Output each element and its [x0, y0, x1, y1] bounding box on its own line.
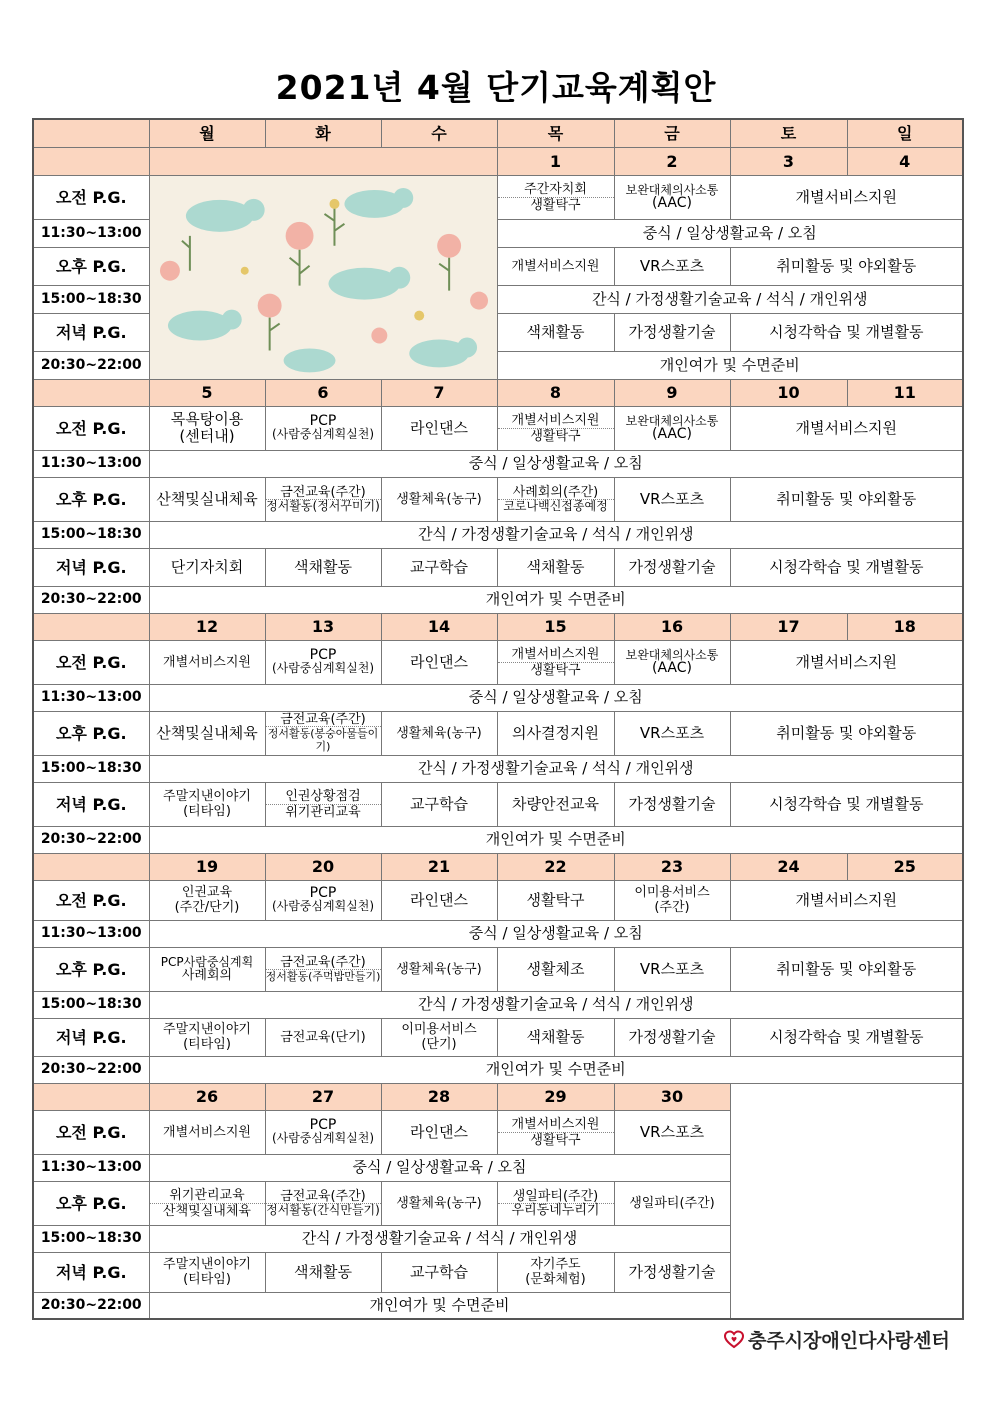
cell-am-mon: 목욕탕이용 (센터내)	[149, 406, 265, 450]
day-mon: 월	[149, 119, 265, 147]
cell-pm-tue: 금전교육(주간) 정서활동(봉숭아물들이기)	[265, 711, 381, 755]
row-label-snack: 15:00~18:30	[33, 755, 149, 782]
cell-eve-thu: 자기주도 (문화체험)	[497, 1252, 614, 1292]
cell-pm-tue: 금전교육(주간) 정서활동(정서꾸미기)	[265, 477, 381, 521]
row-label-eve: 저녁 P.G.	[33, 1018, 149, 1056]
cell-am-fri: 보완대체의사소통 (AAC)	[614, 406, 730, 450]
svg-text:♥: ♥	[730, 1335, 738, 1344]
cell-eve-weekend: 시청각학습 및 개별활동	[730, 782, 963, 826]
cell-pm-mon: 위기관리교육 산책및실내체육	[149, 1181, 265, 1225]
date-cell: 16	[614, 613, 730, 640]
cell-eve-mon: 단기자치회	[149, 548, 265, 586]
cell-night: 개인여가 및 수면준비	[149, 1292, 730, 1319]
cell-pm-wed: 생활체육(농구)	[381, 711, 497, 755]
cell-pm-thu: 사례회의(주간) 코로나백신접종예정	[497, 477, 614, 521]
cell-eve-tue: 색채활동	[265, 1252, 381, 1292]
cell-eve-fri: 가정생활기술	[614, 313, 730, 351]
heart-logo-icon	[724, 1330, 744, 1350]
date-cell: 8	[497, 379, 614, 406]
cell-am-fri: 보완대체의사소통 (AAC)	[614, 640, 730, 684]
day-wed: 수	[381, 119, 497, 147]
day-thu: 목	[497, 119, 614, 147]
date-cell: 7	[381, 379, 497, 406]
bear-floral-pattern-icon	[150, 176, 497, 377]
cell-lunch: 중식 / 일상생활교육 / 오침	[149, 684, 963, 711]
date-cell: 26	[149, 1083, 265, 1110]
date-row	[33, 379, 963, 406]
cell-snack: 간식 / 가정생활기술교육 / 석식 / 개인위생	[149, 755, 963, 782]
row-label-am: 오전 P.G.	[33, 175, 149, 219]
cell-am-wed: 라인댄스	[381, 406, 497, 450]
date-cell: 17	[730, 613, 847, 640]
cell-am-wed: 라인댄스	[381, 1110, 497, 1154]
cell-pm-wed: 생활체육(농구)	[381, 477, 497, 521]
decorative-image	[149, 175, 497, 379]
cell-am-weekend: 개별서비스지원	[730, 880, 963, 920]
date-row	[33, 853, 963, 880]
cell-eve-tue: 인권상황점검 위기관리교육	[265, 782, 381, 826]
cell-pm-weekend: 취미활동 및 야외활동	[730, 711, 963, 755]
row-label-eve: 저녁 P.G.	[33, 313, 149, 351]
date-cell: 1	[497, 147, 614, 175]
date-cell: 3	[730, 147, 847, 175]
day-header-row	[33, 119, 963, 147]
cell-eve-wed: 교구학습	[381, 1252, 497, 1292]
date-cell: 10	[730, 379, 847, 406]
cell-pm-tue: 금전교육(주간) 정서활동(주먹밥만들기)	[265, 947, 381, 991]
row-label-am: 오전 P.G.	[33, 1110, 149, 1154]
row-label-night: 20:30~22:00	[33, 1056, 149, 1083]
cell-pm-weekend: 취미활동 및 야외활동	[730, 247, 963, 285]
cell-eve-thu: 색채활동	[497, 1018, 614, 1056]
cell-pm-fri: VR스포츠	[614, 477, 730, 521]
cell-pm-mon: 산책및실내체육	[149, 477, 265, 521]
cell-eve-thu: 색채활동	[497, 548, 614, 586]
row-label-lunch: 11:30~13:00	[33, 219, 149, 247]
cell-am-weekend: 개별서비스지원	[730, 406, 963, 450]
cell-pm-weekend: 취미활동 및 야외활동	[730, 947, 963, 991]
date-cell: 15	[497, 613, 614, 640]
cell-eve-fri: 가정생활기술	[614, 1018, 730, 1056]
day-tue: 화	[265, 119, 381, 147]
cell-pm-thu: 생활체조	[497, 947, 614, 991]
date-cell: 19	[149, 853, 265, 880]
cell-night: 개인여가 및 수면준비	[149, 586, 963, 613]
row-label-night: 20:30~22:00	[33, 351, 149, 379]
cell-am-wed: 라인댄스	[381, 880, 497, 920]
cell-pm-mon: PCP사람중심계획 사례회의	[149, 947, 265, 991]
cell-am-tue: PCP (사람중심계획실천)	[265, 880, 381, 920]
date-row	[33, 613, 963, 640]
row-label-snack: 15:00~18:30	[33, 521, 149, 548]
cell-am-mon: 인권교육 (주간/단기)	[149, 880, 265, 920]
schedule-table	[32, 118, 964, 1320]
cell-eve-mon: 주말지낸이야기 (티타임)	[149, 1018, 265, 1056]
cell-am-tue: PCP (사람중심계획실천)	[265, 640, 381, 684]
cell-pm-mon: 산책및실내체육	[149, 711, 265, 755]
row-label-lunch: 11:30~13:00	[33, 450, 149, 477]
row-label-am: 오전 P.G.	[33, 640, 149, 684]
date-cell: 21	[381, 853, 497, 880]
row-label-snack: 15:00~18:30	[33, 991, 149, 1018]
date-cell: 2	[614, 147, 730, 175]
date-cell: 29	[497, 1083, 614, 1110]
cell-am-weekend: 개별서비스지원	[730, 640, 963, 684]
page-title: 2021년 4월 단기교육계획안	[275, 68, 717, 107]
row-label-pm: 오후 P.G.	[33, 247, 149, 285]
cell-am-weekend: 개별서비스지원	[730, 175, 963, 219]
date-cell: 9	[614, 379, 730, 406]
date-cell: 22	[497, 853, 614, 880]
row-label-pm: 오후 P.G.	[33, 477, 149, 521]
cell-eve-fri: 가정생활기술	[614, 782, 730, 826]
cell-eve-thu: 차량안전교육	[497, 782, 614, 826]
cell-pm-fri: VR스포츠	[614, 247, 730, 285]
cell-am-mon: 개별서비스지원	[149, 640, 265, 684]
cell-lunch: 중식 / 일상생활교육 / 오침	[149, 450, 963, 477]
row-label-pm: 오후 P.G.	[33, 1181, 149, 1225]
row-label-am: 오전 P.G.	[33, 880, 149, 920]
row-label-lunch: 11:30~13:00	[33, 1154, 149, 1181]
row-label-pm: 오후 P.G.	[33, 711, 149, 755]
date-cell: 24	[730, 853, 847, 880]
row-label-pm: 오후 P.G.	[33, 947, 149, 991]
row-label-night: 20:30~22:00	[33, 1292, 149, 1319]
cell-snack: 간식 / 가정생활기술교육 / 석식 / 개인위생	[149, 991, 963, 1018]
cell-eve-thu: 색채활동	[497, 313, 614, 351]
date-cell: 11	[847, 379, 963, 406]
day-sun: 일	[847, 119, 963, 147]
cell-eve-weekend: 시청각학습 및 개별활동	[730, 313, 963, 351]
cell-lunch: 중식 / 일상생활교육 / 오침	[149, 1154, 730, 1181]
cell-night: 개인여가 및 수면준비	[149, 826, 963, 853]
day-fri: 금	[614, 119, 730, 147]
cell-pm-wed: 생활체육(농구)	[381, 1181, 497, 1225]
cell-night: 개인여가 및 수면준비	[149, 1056, 963, 1083]
date-cell: 12	[149, 613, 265, 640]
cell-pm-wed: 생활체육(농구)	[381, 947, 497, 991]
date-cell: 18	[847, 613, 963, 640]
cell-am-wed: 라인댄스	[381, 640, 497, 684]
date-cell: 28	[381, 1083, 497, 1110]
cell-eve-tue: 색채활동	[265, 548, 381, 586]
cell-snack: 간식 / 가정생활기술교육 / 석식 / 개인위생	[149, 521, 963, 548]
day-sat: 토	[730, 119, 847, 147]
date-row	[33, 1083, 963, 1110]
corner-cell	[33, 119, 149, 147]
cell-pm-thu: 생일파티(주간) 우리동네누리기	[497, 1181, 614, 1225]
cell-eve-mon: 주말지낸이야기 (티타임)	[149, 1252, 265, 1292]
date-cell: 30	[614, 1083, 730, 1110]
cell-pm-fri: VR스포츠	[614, 711, 730, 755]
row-label-eve: 저녁 P.G.	[33, 548, 149, 586]
organization-name: 충주시장애인다사랑센터	[748, 1330, 950, 1352]
cell-am-thu: 개별서비스지원 생활탁구	[497, 406, 614, 450]
cell-am-tue: PCP (사람중심계획실천)	[265, 406, 381, 450]
cell-eve-mon: 주말지낸이야기 (티타임)	[149, 782, 265, 826]
cell-eve-weekend: 시청각학습 및 개별활동	[730, 548, 963, 586]
date-cell: 5	[149, 379, 265, 406]
date-cell: 4	[847, 147, 963, 175]
cell-am-thu: 개별서비스지원 생활탁구	[497, 1110, 614, 1154]
organization-footer	[724, 1326, 950, 1353]
cell-am-thu: 개별서비스지원 생활탁구	[497, 640, 614, 684]
row-label-lunch: 11:30~13:00	[33, 920, 149, 947]
row-label-night: 20:30~22:00	[33, 586, 149, 613]
cell-lunch: 중식 / 일상생활교육 / 오침	[497, 219, 963, 247]
cell-eve-fri: 가정생활기술	[614, 1252, 730, 1292]
row-label-eve: 저녁 P.G.	[33, 1252, 149, 1292]
cell-eve-wed: 교구학습	[381, 548, 497, 586]
cell-eve-wed: 이미용서비스 (단기)	[381, 1018, 497, 1056]
date-cell: 13	[265, 613, 381, 640]
cell-snack: 간식 / 가정생활기술교육 / 석식 / 개인위생	[497, 285, 963, 313]
cell-night: 개인여가 및 수면준비	[497, 351, 963, 379]
cell-pm-weekend: 취미활동 및 야외활동	[730, 477, 963, 521]
date-cell: 6	[265, 379, 381, 406]
cell-am-thu: 생활탁구	[497, 880, 614, 920]
cell-eve-tue: 금전교육(단기)	[265, 1018, 381, 1056]
cell-am-mon: 개별서비스지원	[149, 1110, 265, 1154]
cell-eve-wed: 교구학습	[381, 782, 497, 826]
row-label-snack: 15:00~18:30	[33, 1225, 149, 1252]
date-cell: 27	[265, 1083, 381, 1110]
row-label-night: 20:30~22:00	[33, 826, 149, 853]
date-cell: 23	[614, 853, 730, 880]
cell-pm-thu: 의사결정지원	[497, 711, 614, 755]
row-label-eve: 저녁 P.G.	[33, 782, 149, 826]
cell-am-tue: PCP (사람중심계획실천)	[265, 1110, 381, 1154]
date-row	[33, 147, 963, 175]
date-cell: 14	[381, 613, 497, 640]
cell-eve-fri: 가정생활기술	[614, 548, 730, 586]
row-label-snack: 15:00~18:30	[33, 285, 149, 313]
cell-eve-weekend: 시청각학습 및 개별활동	[730, 1018, 963, 1056]
date-cell: 20	[265, 853, 381, 880]
cell-pm-fri: VR스포츠	[614, 947, 730, 991]
cell-pm-thu: 개별서비스지원	[497, 247, 614, 285]
date-cell: 25	[847, 853, 963, 880]
cell-am-fri: 이미용서비스 (주간)	[614, 880, 730, 920]
cell-pm-tue: 금전교육(주간) 정서활동(간식만들기)	[265, 1181, 381, 1225]
row-label-lunch: 11:30~13:00	[33, 684, 149, 711]
empty-cell	[730, 1083, 963, 1319]
cell-am-fri: VR스포츠	[614, 1110, 730, 1154]
cell-lunch: 중식 / 일상생활교육 / 오침	[149, 920, 963, 947]
cell-pm-fri: 생일파티(주간)	[614, 1181, 730, 1225]
cell-am-thu: 주간자치회 생활탁구	[497, 175, 614, 219]
row-label-am: 오전 P.G.	[33, 406, 149, 450]
cell-am-fri: 보완대체의사소통 (AAC)	[614, 175, 730, 219]
cell-snack: 간식 / 가정생활기술교육 / 석식 / 개인위생	[149, 1225, 730, 1252]
